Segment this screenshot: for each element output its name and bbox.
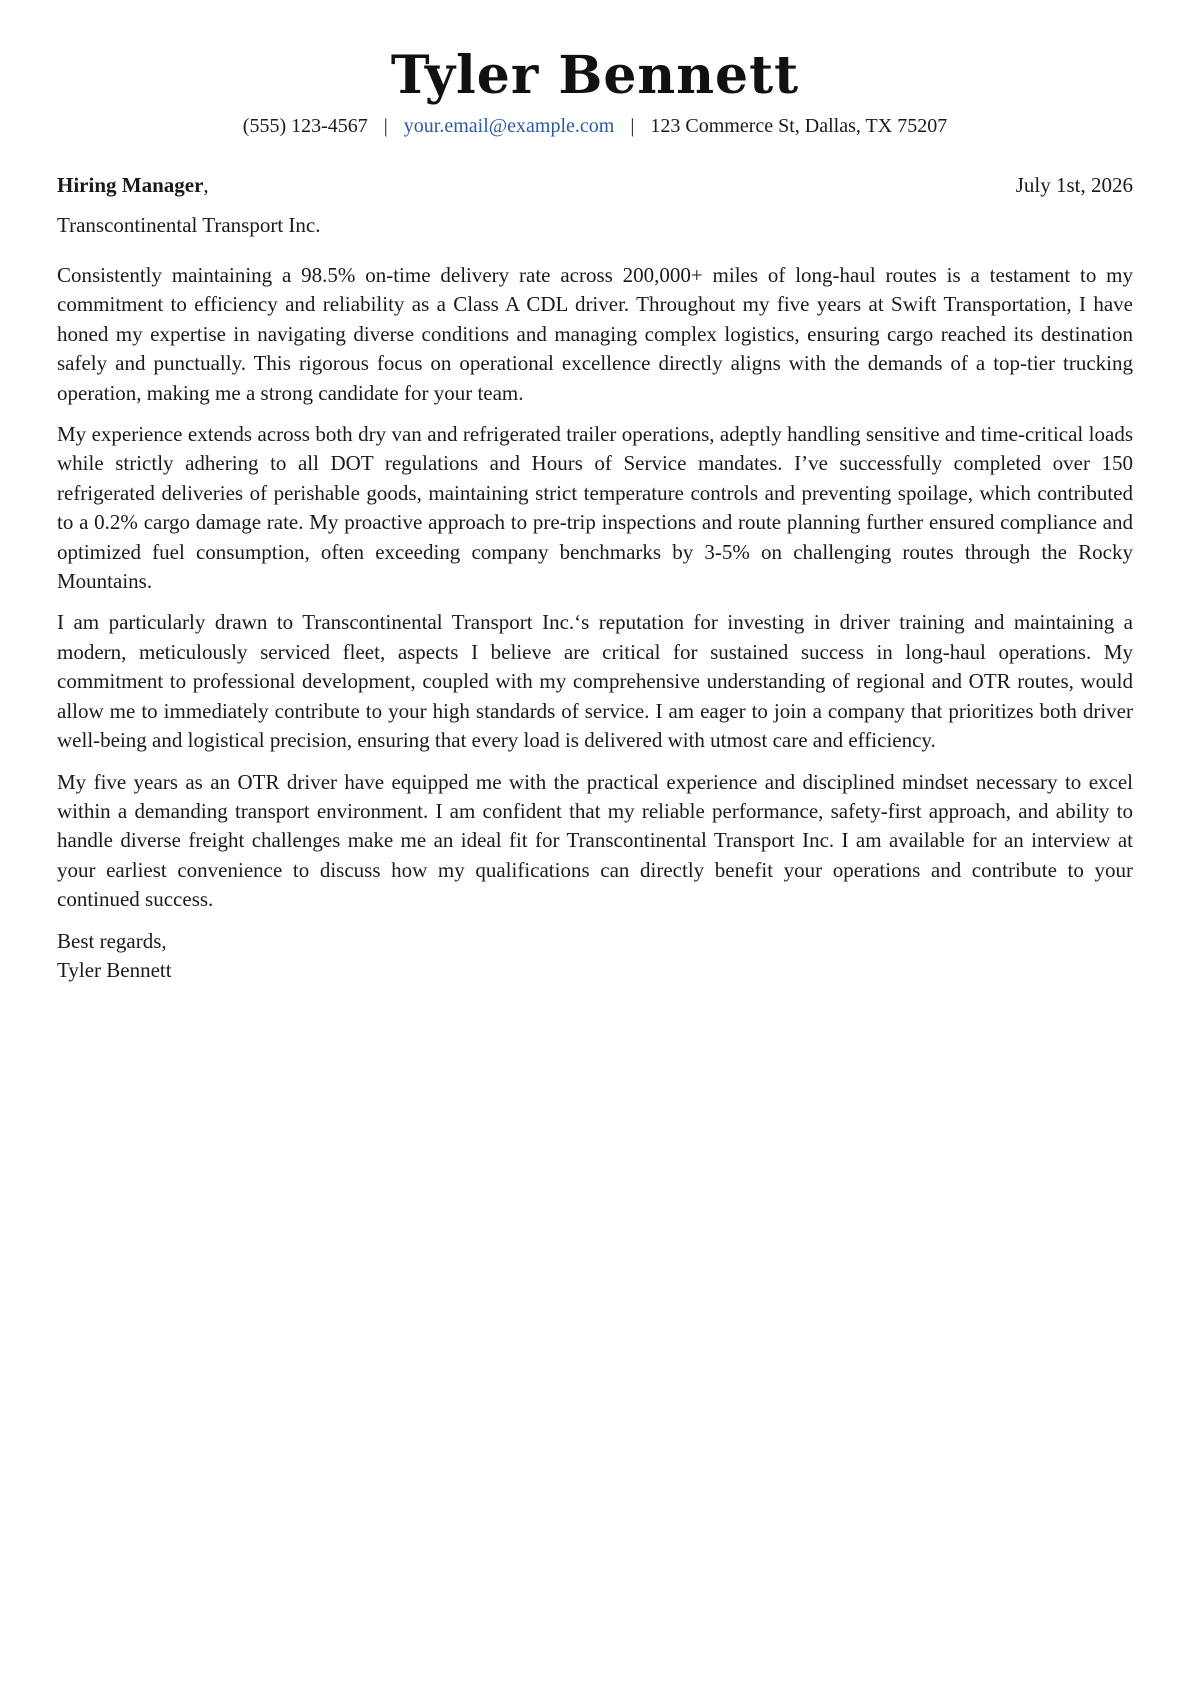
recipient-company: Transcontinental Transport Inc. [57,213,321,237]
body-paragraph: My experience extends across both dry van and refrigerated trailer operations, adeptly handling sensitive and time-critical loads while strictly adhering to all DOT regulations and Hours of Service mandates. I’ve successfully completed over 150 refrigerated deliveries of perishable goods, maintaining strict temperature controls and preventing spoilage, which contributed to a 0.2% cargo damage rate. My proactive approach to pre-trip inspections and route planning further ensured compliance and optimized fuel consumption, often exceeding company benchmarks by 3-5% on challenging routes through the Rocky Mountains. [57,422,1133,594]
closing-phrase: Best regards, [57,928,167,953]
closing-block [57,927,1133,986]
phone-number: (555) 123-4567 [242,115,368,137]
email-link[interactable]: your.email@example.com [403,115,615,137]
letter-body [57,261,1133,915]
body-paragraph: I am particularly drawn to Transcontinental Transport Inc.‘s reputation for investing in driver training and maintaining a modern, meticulously serviced fleet, aspects I believe are critical for sustained success in long-haul operations. My commitment to professional development, coupled with my comprehensive understanding of regional and OTR routes, would allow me to immediately contribute to your high standards of service. I am eager to join a company that prioritizes both driver well-being and logistical precision, ensuring that every load is delivered with utmost care and efficiency. [57,610,1133,753]
signature-name: Tyler Bennett [57,957,172,982]
contact-separator: | [630,115,635,137]
recipient-name: Hiring Manager [57,173,204,197]
salutation-comma: , [203,173,209,197]
letter-page [57,0,1133,985]
body-paragraph: Consistently maintaining a 98.5% on-time delivery rate across 200,000+ miles of long-haul routes is a testament to my commitment to efficiency and reliability as a Class A CDL driver. Throughout my five years at Swift Transportation, I have honed my expertise in navigating diverse conditions and managing complex logistics, ensuring cargo reached its destination safely and punctually. This rigorous focus on operational excellence directly aligns with the demands of a top-tier trucking operation, making me a strong candidate for your team. [57,263,1133,405]
address: 123 Commerce St, Dallas, TX 75207 [650,115,948,137]
contact-separator: | [383,115,388,137]
letter-date: July 1st, 2026 [1015,173,1133,197]
body-paragraph: My five years as an OTR driver have equipped me with the practical experience and disciplined mindset necessary to excel within a demanding transport environment. I am confident that my reliable performance, safety-first approach, and ability to handle diverse freight challenges make me an ideal fit for Transcontinental Transport Inc. I am available for an interview at your earliest convenience to discuss how my qualifications can directly benefit your operations and contribute to your continued success. [57,769,1133,912]
salutation [57,171,209,199]
contact-line [57,112,1133,140]
salutation-row [57,171,1133,199]
applicant-name: Tyler Bennett [390,45,800,106]
